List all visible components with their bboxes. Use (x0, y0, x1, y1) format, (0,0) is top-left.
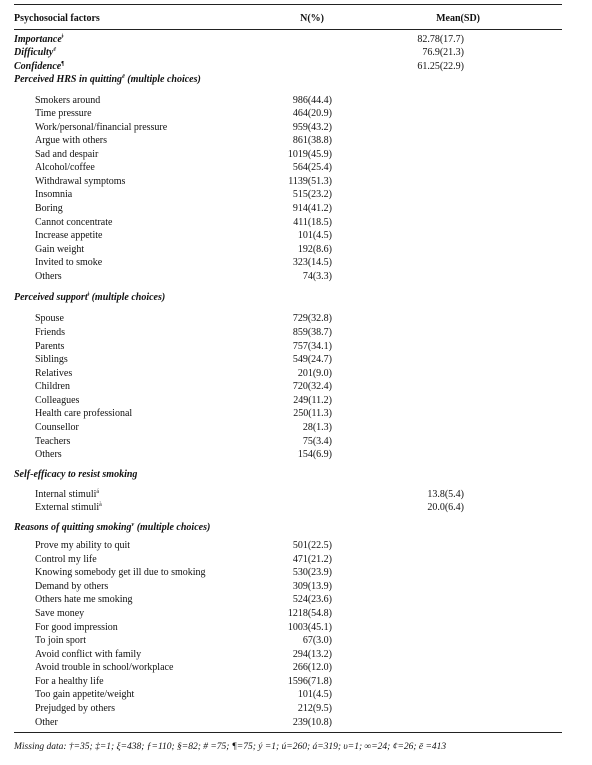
n-percent-cell: 250(11.3) (293, 408, 332, 419)
row-label (35, 326, 65, 339)
row-label-text: For a healthy life (35, 676, 104, 687)
n-percent-cell: 524(23.6) (292, 594, 332, 605)
row-label-text: Avoid trouble in school/workplace (35, 662, 174, 673)
row-label-text: Gain weight (35, 244, 85, 255)
row-label (35, 256, 102, 269)
row-label-text: Teachers (35, 436, 71, 447)
row-label (35, 634, 86, 647)
row-label (35, 435, 70, 448)
row-label (35, 243, 84, 256)
row-label (35, 175, 125, 188)
n-percent-cell: 266(12.0) (292, 662, 332, 673)
row-label (35, 593, 132, 606)
table-row-gain-weight (0, 243, 592, 256)
table-row-for-a-healthy-life (0, 675, 592, 688)
row-label-text: Other (35, 717, 58, 728)
row-label (35, 566, 206, 579)
table-row-health-care-professional (0, 407, 592, 420)
n-percent-cell: 154(6.9) (297, 449, 332, 460)
row-label (14, 468, 137, 481)
n-percent-cell: 530(23.9) (292, 567, 332, 578)
row-label-text: Argue with others (35, 135, 108, 146)
row-label (35, 607, 84, 620)
table-row-internal-stimuli (0, 488, 592, 501)
table-header-row (0, 12, 592, 25)
row-label (14, 73, 201, 86)
table-row-others-hate-me-smoking (0, 593, 592, 606)
row-label (35, 188, 72, 201)
row-label-text: Colleagues (35, 395, 80, 406)
section-row-perceived-support (0, 291, 592, 304)
row-label-text: Insomnia (35, 189, 73, 200)
row-label (35, 716, 58, 729)
table-row-other (0, 716, 592, 729)
row-label (35, 501, 102, 514)
row-label (35, 648, 141, 661)
footnote-marker: ǂ (61, 34, 64, 40)
n-percent-cell: 1139(51.3) (288, 176, 332, 187)
table-row-for-good-impression (0, 621, 592, 634)
footnote-marker: ¶ (61, 61, 65, 67)
table-row-friends (0, 326, 592, 339)
table-row-siblings (0, 353, 592, 366)
mean-sd-cell: 20.0(6.4) (427, 502, 464, 513)
n-percent-cell: 294(13.2) (292, 649, 332, 660)
top-rule (14, 4, 562, 5)
footnote-marker: ν (131, 522, 135, 528)
footnote-marker: á (96, 489, 100, 495)
row-label-text: Importance (14, 34, 62, 45)
row-label (35, 161, 95, 174)
row-label (35, 229, 102, 242)
row-label (35, 394, 79, 407)
bottom-rule (14, 732, 562, 733)
table-row-prejudged-by-others (0, 702, 592, 715)
row-label-text: Perceived support (14, 292, 88, 303)
row-label (35, 367, 72, 380)
mean-sd-cell: 82.78(17.7) (417, 34, 464, 45)
footnote-marker: à (99, 502, 102, 508)
row-label-text: To join sport (35, 635, 86, 646)
row-label-text: Others (35, 271, 62, 282)
n-percent-cell: 1596(71.8) (287, 676, 332, 687)
section-row-difficulty (0, 46, 592, 59)
n-percent-cell: 859(38.7) (292, 327, 332, 338)
mean-sd-cell: 13.8(5.4) (427, 489, 464, 500)
row-label-text: Sad and despair (35, 149, 99, 160)
table-row-teachers (0, 435, 592, 448)
header-rule (14, 29, 562, 30)
table-row-relatives (0, 367, 592, 380)
table-row-smokers-around (0, 94, 592, 107)
table-row-time-pressure (0, 107, 592, 120)
n-percent-cell: 411(18.5) (293, 217, 332, 228)
row-label-text: External stimuli (35, 502, 100, 513)
n-percent-cell: 1218(54.8) (287, 608, 332, 619)
n-percent-cell: 192(8.6) (297, 244, 332, 255)
row-label (35, 353, 68, 366)
row-label-text: Invited to smoke (35, 257, 103, 268)
row-label-text: Too gain appetite/weight (35, 689, 135, 700)
row-label-text: Parents (35, 341, 65, 352)
n-percent-cell: 323(14.5) (292, 257, 332, 268)
section-row-confidence (0, 60, 592, 73)
table-row-counsellor (0, 421, 592, 434)
row-label-text: Reasons of quitting smoking (14, 522, 132, 533)
n-percent-cell: 74(3.3) (302, 271, 332, 282)
mean-sd-cell: 61.25(22.9) (417, 61, 464, 72)
row-label-text: For good impression (35, 622, 118, 633)
table-row-colleagues (0, 394, 592, 407)
n-percent-cell: 309(13.9) (292, 581, 332, 592)
row-label (14, 291, 165, 304)
row-label (35, 553, 97, 566)
row-label-text: Time pressure (35, 108, 92, 119)
row-label-text: Save money (35, 608, 85, 619)
row-label-text: Alcohol/coffee (35, 162, 95, 173)
row-label (35, 488, 99, 501)
table-row-avoid-trouble-in-school-workplace (0, 661, 592, 674)
table-row-work-personal-financial-pressure (0, 121, 592, 134)
row-label-text: Withdrawal symptoms (35, 176, 126, 187)
row-label (35, 539, 130, 552)
n-percent-cell: 28(1.3) (302, 422, 332, 433)
table-row-increase-appetite (0, 229, 592, 242)
table-row-others (0, 448, 592, 461)
n-percent-cell: 1019(45.9) (287, 149, 332, 160)
n-percent-cell: 1003(45.1) (287, 622, 332, 633)
table-row-external-stimuli (0, 501, 592, 514)
table-row-control-my-life (0, 553, 592, 566)
row-label (14, 521, 210, 534)
row-label (35, 421, 79, 434)
row-label (35, 661, 173, 674)
n-percent-cell: 549(24.7) (292, 354, 332, 365)
table-row-save-money (0, 607, 592, 620)
row-label (35, 448, 62, 461)
table-row-withdrawal-symptoms (0, 175, 592, 188)
n-percent-cell: 67(3.0) (302, 635, 332, 646)
row-label-tail: (multiple choices) (89, 292, 166, 303)
row-label (35, 702, 115, 715)
row-label (35, 121, 167, 134)
section-row-self-efficacy-to-resist-smoking (0, 468, 592, 481)
table-row-too-gain-appetite-weight (0, 688, 592, 701)
row-label (35, 340, 64, 353)
row-label-text: Children (35, 381, 70, 392)
table-row-prove-my-ability-to-quit (0, 539, 592, 552)
n-percent-cell: 212(9.5) (297, 703, 332, 714)
row-label-text: Internal stimuli (35, 489, 97, 500)
table-row-spouse (0, 312, 592, 325)
row-label-text: Control my life (35, 554, 97, 565)
n-percent-cell: 249(11.2) (293, 395, 332, 406)
n-percent-cell: 75(3.4) (302, 436, 332, 447)
row-label (35, 202, 63, 215)
row-label-text: Boring (35, 203, 63, 214)
row-label-text: Perceived HRS in quitting (14, 74, 123, 85)
row-label (35, 380, 70, 393)
row-label (14, 46, 56, 59)
table-row-insomnia (0, 188, 592, 201)
table-row-knowing-somebody-get-ill-due-to-smoking (0, 566, 592, 579)
row-label (35, 407, 132, 420)
footnote-marker: ē (122, 74, 125, 80)
footnote-marker: ¢ (53, 47, 57, 53)
row-label (35, 148, 98, 161)
row-label-tail: (multiple choices) (134, 522, 211, 533)
row-label (35, 216, 112, 229)
row-label (35, 107, 92, 120)
row-label-text: Demand by others (35, 581, 109, 592)
row-label-text: Difficulty (14, 47, 54, 58)
row-label-text: Work/personal/financial pressure (35, 122, 168, 133)
section-row-perceived-hrs-in-quitting (0, 73, 592, 86)
n-percent-cell: 757(34.1) (292, 341, 332, 352)
n-percent-cell: 564(25.4) (292, 162, 332, 173)
n-percent-cell: 515(23.2) (292, 189, 332, 200)
table-row-to-join-sport (0, 634, 592, 647)
row-label (35, 580, 108, 593)
n-percent-cell: 986(44.4) (292, 95, 332, 106)
row-label (35, 675, 104, 688)
mean-sd-cell: 76.9(21.3) (422, 47, 464, 58)
row-label-text: Avoid conflict with family (35, 649, 142, 660)
missing-data-footnote: Missing data: †=35; ‡=1; ξ=438; ƒ=110; §=82; # =75; ¶=75; ý =1; ú=260; á=319; υ=1; ∞=24; ¢=26; ē =413 (14, 742, 447, 752)
n-percent-cell: 720(32.4) (292, 381, 332, 392)
row-label-text: Self-efficacy to resist smoking (14, 469, 138, 480)
row-label (35, 621, 118, 634)
footnote-marker: ǂ (87, 292, 90, 298)
n-percent-cell: 914(41.2) (292, 203, 332, 214)
row-label-text: Prejudged by others (35, 703, 115, 714)
header-psychosocial-factors: Psychosocial factors (14, 13, 100, 24)
table-row-parents (0, 340, 592, 353)
row-label-text: Prove my ability to quit (35, 540, 130, 551)
row-label (35, 688, 134, 701)
table-row-demand-by-others (0, 580, 592, 593)
row-label-text: Knowing somebody get ill due to smoking (35, 567, 206, 578)
n-percent-cell: 101(4.5) (297, 230, 332, 241)
table-row-others (0, 270, 592, 283)
row-label-text: Friends (35, 327, 65, 338)
header-n-percent: N(%) (300, 13, 324, 24)
n-percent-cell: 471(21.2) (292, 554, 332, 565)
n-percent-cell: 239(10.8) (292, 717, 332, 728)
n-percent-cell: 959(43.2) (292, 122, 332, 133)
row-label (35, 312, 64, 325)
row-label-text: Confidence (14, 61, 62, 72)
row-label-text: Spouse (35, 313, 64, 324)
row-label (35, 94, 100, 107)
row-label (35, 134, 107, 147)
n-percent-cell: 861(38.8) (292, 135, 332, 146)
n-percent-cell: 464(20.9) (292, 108, 332, 119)
row-label-text: Increase appetite (35, 230, 103, 241)
row-label-tail: (multiple choices) (124, 74, 201, 85)
row-label-text: Others hate me smoking (35, 594, 133, 605)
table-row-sad-and-despair (0, 148, 592, 161)
n-percent-cell: 501(22.5) (292, 540, 332, 551)
table-row-alcohol-coffee (0, 161, 592, 174)
row-label-text: Counsellor (35, 422, 79, 433)
row-label-text: Others (35, 449, 62, 460)
row-label (14, 33, 63, 46)
row-label-text: Smokers around (35, 95, 101, 106)
table-row-children (0, 380, 592, 393)
section-row-importance (0, 33, 592, 46)
section-row-reasons-of-quitting-smoking (0, 521, 592, 534)
row-label-text: Siblings (35, 354, 68, 365)
row-label-text: Health care professional (35, 408, 133, 419)
table-row-argue-with-others (0, 134, 592, 147)
header-mean-sd: Mean(SD) (436, 13, 480, 24)
n-percent-cell: 729(32.8) (292, 313, 332, 324)
row-label-text: Relatives (35, 368, 73, 379)
n-percent-cell: 101(4.5) (297, 689, 332, 700)
row-label-text: Cannot concentrate (35, 217, 113, 228)
row-label (35, 270, 62, 283)
table-row-boring (0, 202, 592, 215)
table-row-invited-to-smoke (0, 256, 592, 269)
table-row-avoid-conflict-with-family (0, 648, 592, 661)
table-row-cannot-concentrate (0, 216, 592, 229)
row-label (14, 60, 64, 73)
n-percent-cell: 201(9.0) (297, 368, 332, 379)
